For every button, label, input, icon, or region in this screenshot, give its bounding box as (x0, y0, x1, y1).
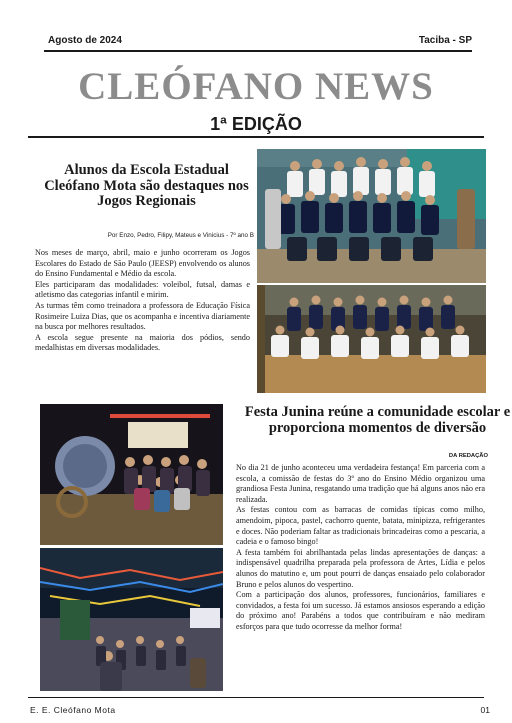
footer-rule (28, 697, 484, 698)
article-festa-byline: DA REDAÇÃO (448, 453, 488, 459)
paragraph: As turmas têm como treinadora a professora de Educação Física Rosimeire Luiza Dias, que os acompanha e incentiva diariamente na busca por melhores resultados. (35, 300, 250, 332)
team-photo-1 (257, 149, 486, 283)
article-festa-title: Festa Junina reúne a comunidade escolar e proporciona momentos de diversão (244, 404, 511, 436)
paragraph: Com a participação dos alunos, professores, funcionários, familiares e convidados, a festa foi um sucesso. Já estamos ansiosos esperando a edição do próximo ano! Parabéns a todos que contribuíram e não mediram esforços para que tudo ocorresse da melhor forma! (236, 590, 485, 631)
article-sports-byline: Por Enzo, Pedro, Filipy, Mateus e Vinicius - 7º ano B (107, 232, 254, 239)
paragraph: Eles participaram das modalidades: voleibol, futsal, damas e atletismo das categorias infantil e mirim. (35, 279, 250, 300)
paragraph: Nos meses de março, abril, maio e junho ocorreram os Jogos Escolares do Estado de São Paulo (JEESP) envolvendo os alunos do Ensino Fundamental e Médio da escola. (35, 248, 250, 279)
issue-date: Agosto de 2024 (48, 35, 122, 46)
issue-city: Taciba - SP (418, 35, 472, 46)
newspaper-title: CLEÓFANO NEWS (78, 65, 434, 108)
header-rule-top (44, 50, 472, 52)
paragraph: A escola segue presente na maioria dos pódios, sendo medalhistas em diversas modalidades. (35, 332, 250, 353)
article-sports-body (35, 248, 250, 354)
paragraph: No dia 21 de junho aconteceu uma verdadeira festança! Em parceria com a escola, a comissão de festas do 3º ano do Ensino Médio organizou uma grandiosa Festa Junina, resgatando uma tradição que há alguns anos não era realizada. (236, 463, 485, 504)
paragraph: A festa também foi abrilhantada pelas lindas apresentações de danças: a indispensável quadrilha preparada pela professora de Artes, Lídia e pelos alunos do matutino e, um pout pourri de danças ensaiado pelo colaborador Bruno e pelos alunos do vespertino. (236, 547, 485, 589)
article-festa-body (236, 463, 485, 633)
team-photo-2 (257, 285, 486, 393)
page-number: 01 (480, 705, 490, 715)
footer-school-name: E. E. Cleófano Mota (30, 705, 116, 715)
festa-photo-2 (40, 548, 223, 691)
paragraph: As festas contou com as barracas de comidas típicas como milho, amendoim, pipoca, pastel, cachorro quente, batata, minipizza, refrigerantes e doces. Não poderiam faltar as tradicionais brincadeiras como a pescaria, a cadeia e o famoso bingo! (236, 505, 485, 547)
header-rule-bottom (28, 136, 484, 138)
article-sports-title: Alunos da Escola Estadual Cleófano Mota são destaques nos Jogos Regionais (44, 162, 249, 209)
edition-label: 1ª EDIÇÃO (210, 114, 302, 134)
festa-photo-1 (40, 404, 223, 545)
